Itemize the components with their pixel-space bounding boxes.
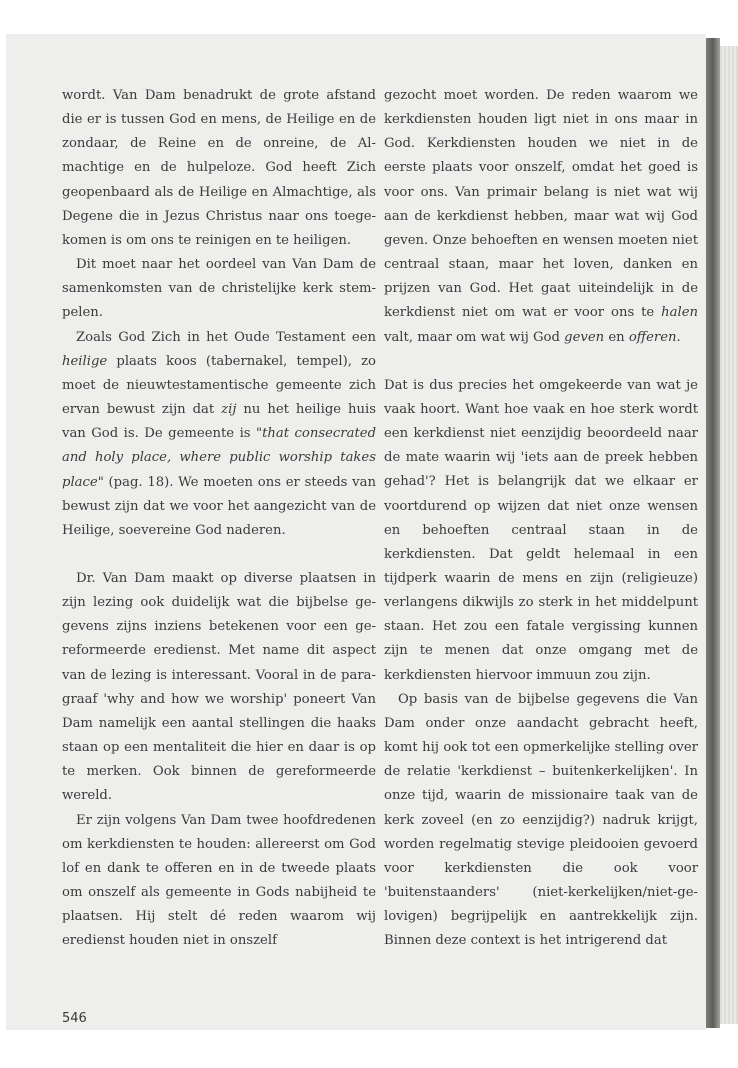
italic-text: halen <box>661 305 698 321</box>
text-run: (pag. 18). We moeten ons er steeds van bewust zijn dat we voor het aangezicht van de Heilige, soevereine God naderen. <box>62 474 376 538</box>
page-number: 546 <box>62 1011 87 1026</box>
paragraph: Dr. Van Dam maakt op diverse plaatsen in zijn lezing ook duidelijk wat die bijbelse gegevens zijns inziens betekenen voor een gereformeerde eredienst. Met name dit aspect van de lezing is interessant. Vooral in de paragraaf 'why and how we worship' poneert Van Dam namelijk een aantal stellingen die haaks staan op een mentaliteit die hier en daar is op te merken. Ook binnen de gereformeerde wereld. <box>62 570 376 804</box>
paragraph: Dat is dus precies het omgekeerde van wat je vaak hoort. Want hoe vaak en hoe sterk wordt een kerkdienst niet eenzijdig beoordeeld naar de mate waarin wij 'iets aan de preek hebben gehad'? Het is belangrijk dat we elkaar er voortdurend op wijzen dat niet onze wensen en behoeften centraal staan in de kerkdiensten. Dat geldt helemaal in een tijdperk waarin de mens en zijn (religieuze) verlangens dikwijls zo sterk in het middelpunt staan. Het zou een fatale vergissing kunnen zijn te menen dat onze omgang met de kerkdiensten hiervoor immuun zou zijn. <box>384 377 698 683</box>
paragraph: Dit moet naar het oordeel van Van Dam de samenkomsten van de christelijke kerk stempelen. <box>62 257 376 321</box>
italic-text: offeren <box>628 329 677 345</box>
paragraph <box>384 84 698 350</box>
text-run: en <box>604 329 629 345</box>
italic-text: zij <box>221 402 237 418</box>
paragraph: Op basis van de bijbelse gegevens die Van Dam onder onze aandacht gebracht heeft, komt hij ook tot een opmerkelijke stelling over de relatie 'kerkdienst – buitenkerkelijken'. In onze tijd, waarin de missionaire taak van de kerk zoveel (en zo eenzijdig?) nadruk krijgt, worden regelmatig stevige pleidooien gevoerd voor kerkdiensten die ook voor 'buitenstaanders' (niet-kerkelijken/niet-gelovigen) begrijpelijk en aantrekkelijk zijn. Binnen deze context is het intrigerend dat <box>384 691 698 949</box>
italic-text: geven <box>564 329 605 345</box>
paragraph: wordt. Van Dam benadrukt de grote afstand die er is tussen God en mens, de Heilige en de zondaar, de Reine en de onreine, de Almachtige en de hulpeloze. God heeft Zich geopenbaard als de Heilige en Almachtige, als Degene die in Jezus Christus naar ons toegekomen is om ons te reinigen en te heiligen. <box>62 88 376 248</box>
italic-text: heilige <box>62 353 108 369</box>
right-text-column <box>384 84 698 953</box>
page-edges <box>720 46 738 1024</box>
paragraph <box>62 326 376 543</box>
text-run: valt, maar om wat wij God <box>384 329 565 345</box>
text-run: nu het heilige huis van God is. De gemeente is <box>62 402 376 442</box>
book-gutter-shadow <box>706 38 720 1028</box>
text-run: . <box>676 329 681 345</box>
text-run: Zoals God Zich in het Oude Testament een <box>76 329 376 345</box>
italic-quote: "that consecrated and holy place, where public worship takes place" <box>62 426 377 490</box>
text-run: gezocht moet worden. De reden waarom we kerkdiensten houden ligt niet in ons maar in God. Kerkdiensten houden we niet in de eerste plaats voor onszelf, omdat het goed is voor ons. Van primair belang is niet wat wij aan de kerkdienst hebben, maar wat wij God geven. Onze behoeften en wensen moeten niet centraal staan, maar het loven, danken en prijzen van God. Het gaat uiteindelijk in de kerkdienst niet om wat er voor ons te <box>384 88 698 321</box>
text-run: plaats koos (tabernakel, tempel), zo moet de nieuwtestamentische gemeente zich ervan bewust zijn dat <box>62 353 376 418</box>
left-text-column <box>62 84 376 953</box>
paragraph: Er zijn volgens Van Dam twee hoofdredenen om kerkdiensten te houden: allereerst om God lof en dank te offeren en in de tweede plaats om onszelf als gemeente in Gods nabijheid te plaatsen. Hij stelt dé reden waarom wij eredienst houden niet in onszelf <box>62 812 376 949</box>
